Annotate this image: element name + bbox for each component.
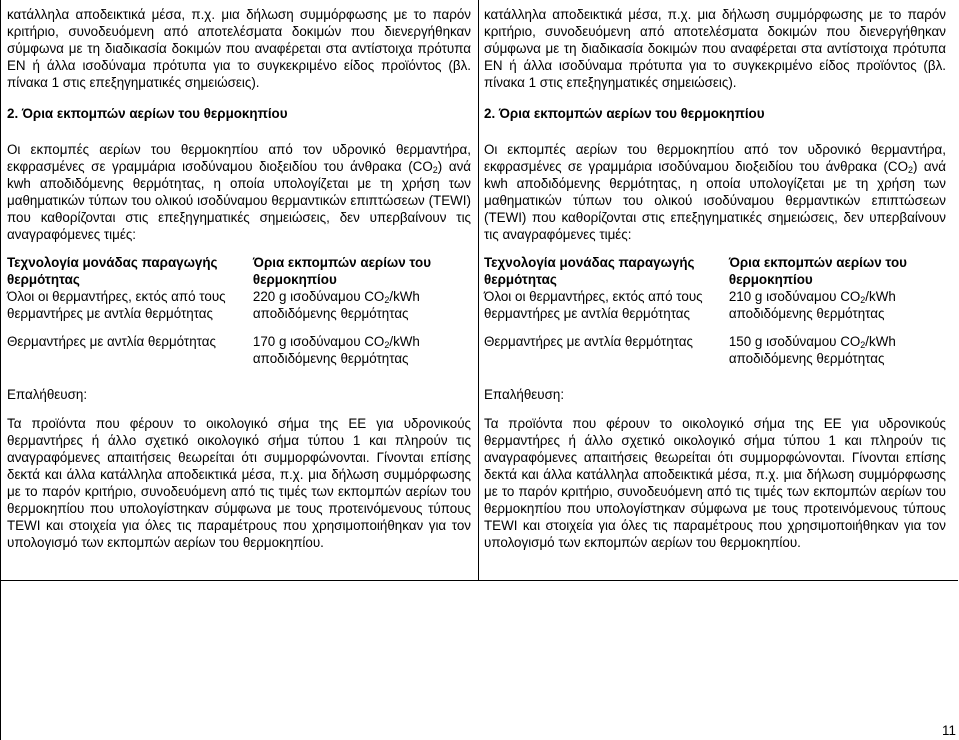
limits-table <box>7 254 471 367</box>
bottom-rule <box>0 580 958 581</box>
intro-paragraph: κατάλληλα αποδεικτικά μέσα, π.χ. μια δήλωση συμμόρφωσης με το παρόν κριτήριο, συνοδευόμενη από αποτελέσματα δοκιμών που διενεργήθηκαν σύμφωνα με τη διαδικασία δοκιμών που αναφέρεται στα αντίστοιχα πρότυπα EN ή άλλα ισοδύναμα πρότυπα για το συγκεκριμένο είδος προϊόντος (βλ. πίνακα 1 στις επεξηγηματικές σημειώσεις). <box>7 7 471 90</box>
verification-text: Τα προϊόντα που φέρουν το οικολογικό σήμα της ΕΕ για υδρονικούς θερμαντήρες ή άλλο σχετικό οικολογικό σήμα τύπου 1 και πληρούν τις αναγραφόμενες απαιτήσεις θεωρείται ότι συμμορφώνονται. Γίνονται επίσης δεκτά και άλλα κατάλληλα αποδεικτικά μέσα, π.χ. μια δήλωση συμμόρφωσης με το παρόν κριτήριο, συνοδευόμενη από τις τιμές των εκπομπών αερίων του θερμοκηπίου που υπολογίστηκαν σύμφωνα με τους προτεινόμενους τύπους TEWI και στοιχεία για όλες τις παραμέτρους που χρησιμοποιήθηκαν για τον υπολογισμό των εκπομπών αερίων του θερμοκηπίου. <box>484 416 946 550</box>
table-cell-technology: Όλοι οι θερμαντήρες, εκτός από τους θερμαντήρες με αντλία θερμότητας <box>7 289 226 321</box>
page-number: 11 <box>942 723 956 738</box>
table-cell-limit <box>253 333 471 367</box>
table-cell-technology: Όλοι οι θερμαντήρες, εκτός από τους θερμαντήρες με αντλία θερμότητας <box>484 289 703 321</box>
verification-label: Επαλήθευση: <box>484 387 565 402</box>
limit-value: 210 g ισοδύναμου CO <box>728 289 861 304</box>
verification-text: Τα προϊόντα που φέρουν το οικολογικό σήμα της ΕΕ για υδρονικούς θερμαντήρες ή άλλο σχετικό οικολογικό σήμα τύπου 1 και πληρούν τις αναγραφόμενες απαιτήσεις θεωρείται ότι συμμορφώνονται. Γίνονται επίσης δεκτά και άλλα κατάλληλα αποδεικτικά μέσα, π.χ. μια δήλωση συμμόρφωσης με το παρόν κριτήριο, συνοδευόμενη από τις τιμές των εκπομπών αερίων του θερμοκηπίου που υπολογίστηκαν σύμφωνα με τους προτεινόμενους τύπους TEWI και στοιχεία για όλες τις παραμέτρους που χρησιμοποιήθηκαν για τον υπολογισμό των εκπομπών αερίων του θερμοκηπίου. <box>7 416 471 550</box>
table-row <box>7 288 471 333</box>
table-cell-limit <box>729 333 946 367</box>
limit-value: 150 g ισοδύναμου CO <box>728 334 861 349</box>
verification-label: Επαλήθευση: <box>7 387 88 402</box>
table-cell-technology: Θερμαντήρες με αντλία θερμότητας <box>484 334 693 349</box>
limits-table <box>484 254 946 367</box>
subscript: 2 <box>432 165 438 175</box>
table-cell-limit <box>253 288 471 333</box>
intro-paragraph: κατάλληλα αποδεικτικά μέσα, π.χ. μια δήλωση συμμόρφωσης με το παρόν κριτήριο, συνοδευόμενη από αποτελέσματα δοκιμών που διενεργήθηκαν σύμφωνα με τη διαδικασία δοκιμών που αναφέρεται στα αντίστοιχα πρότυπα EN ή άλλα ισοδύναμα πρότυπα για το συγκεκριμένο είδος προϊόντος (βλ. πίνακα 1 στις επεξηγηματικές σημειώσεις). <box>484 7 946 90</box>
column-divider <box>478 0 479 580</box>
table-header-limits: Όρια εκπομπών αερίων του θερμοκηπίου <box>252 255 431 287</box>
limit-value: 170 g ισοδύναμου CO <box>252 334 385 349</box>
body-text-start: Οι εκπομπές αερίων του θερμοκηπίου από τον υδρονικό θερμαντήρα, εκφρασμένες σε γραμμάρια ισοδύναμου διοξειδίου του άνθρακα (CO <box>7 142 471 174</box>
subscript: 2 <box>860 295 866 305</box>
subscript: 2 <box>384 340 390 350</box>
table-row <box>484 288 946 333</box>
table-header-row <box>484 254 946 288</box>
body-paragraph <box>7 141 471 243</box>
subscript: 2 <box>860 340 866 350</box>
subscript: 2 <box>384 295 390 305</box>
limit-unit: /kWh αποδιδόμενης θερμότητας <box>728 289 896 321</box>
body-text-start: Οι εκπομπές αερίων του θερμοκηπίου από τον υδρονικό θερμαντήρα, εκφρασμένες σε γραμμάρια ισοδύναμου διοξειδίου του άνθρακα (CO <box>484 142 946 174</box>
limit-unit: /kWh αποδιδόμενης θερμότητας <box>252 334 420 366</box>
table-header-row <box>7 254 471 288</box>
table-row <box>7 333 471 367</box>
table-header-technology: Τεχνολογία μονάδας παραγωγής θερμότητας <box>7 255 218 287</box>
limit-unit: /kWh αποδιδόμενης θερμότητας <box>252 289 420 321</box>
table-header-limits: Όρια εκπομπών αερίων του θερμοκηπίου <box>728 255 907 287</box>
body-paragraph <box>484 141 946 243</box>
section-heading: 2. Όρια εκπομπών αερίων του θερμοκηπίου <box>7 106 288 121</box>
left-column <box>7 6 471 551</box>
body-text-end: ) ανά kwh αποδιδόμενης θερμότητας, η οποία υπολογίζεται με τη χρήση των μαθηματικών τύπων του ολικού ισοδύναμου θερμαντικών επιπτώσεων (TEWI) που καθορίζονται στις επεξηγηματικές σημειώσεις, δεν υπερβαίνουν τις αναγραφόμενες τιμές: <box>484 159 947 242</box>
right-column <box>484 6 946 551</box>
limit-unit: /kWh αποδιδόμενης θερμότητας <box>728 334 896 366</box>
table-header-technology: Τεχνολογία μονάδας παραγωγής θερμότητας <box>484 255 695 287</box>
body-text-end: ) ανά kwh αποδιδόμενης θερμότητας, η οποία υπολογίζεται με τη χρήση των μαθηματικών τύπων του ολικού ισοδύναμου θερμαντικών επιπτώσεων (TEWI) που καθορίζονται στις επεξηγηματικές σημειώσεις, δεν υπερβαίνουν τις αναγραφόμενες τιμές: <box>7 159 472 242</box>
limit-value: 220 g ισοδύναμου CO <box>252 289 385 304</box>
section-heading: 2. Όρια εκπομπών αερίων του θερμοκηπίου <box>484 106 765 121</box>
table-row <box>484 333 946 367</box>
subscript: 2 <box>908 165 914 175</box>
table-cell-limit <box>729 288 946 333</box>
table-cell-technology: Θερμαντήρες με αντλία θερμότητας <box>7 334 216 349</box>
